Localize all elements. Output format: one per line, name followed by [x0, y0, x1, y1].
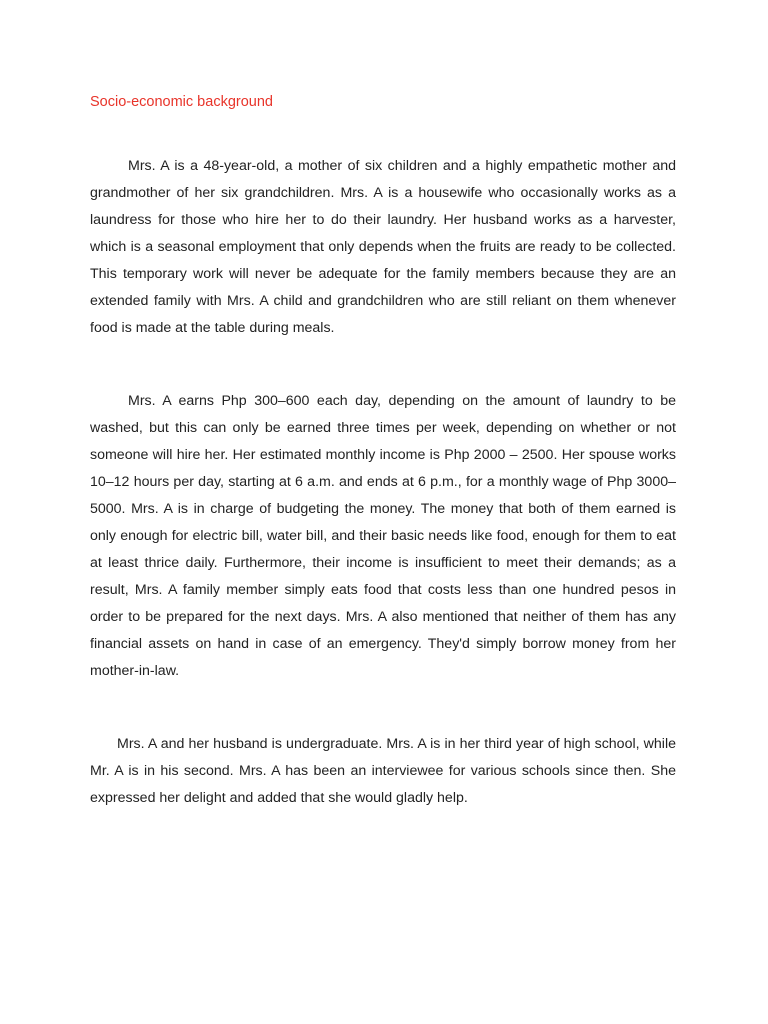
paragraph-education: Mrs. A and her husband is undergraduate. Mrs. A is in her third year of high school, while Mr. A is in his second. Mrs. A has been an interviewee for various schools since then. She expressed her delight and added that she would gladly help. [90, 736, 676, 806]
section-heading: Socio-economic background [90, 94, 273, 110]
paragraph-income: Mrs. A earns Php 300–600 each day, depending on the amount of laundry to be washed, but this can only be earned three times per week, depending on whether or not someone will hire her. Her estimated monthly income is Php 2000 – 2500. Her spouse works 10–12 hours per day, starting at 6 a.m. and ends at 6 p.m., for a monthly wage of Php 3000–5000. Mrs. A is in charge of budgeting the money. The money that both of them earned is only enough for electric bill, water bill, and their basic needs like food, enough for them to eat at least thrice daily. Furthermore, their income is insufficient to meet their demands; as a result, Mrs. A family member simply eats food that costs less than one hundred pesos in order to be prepared for the next days. Mrs. A also mentioned that neither of them has any financial assets on hand in case of an emergency. They'd simply borrow money from her mother-in-law. [90, 393, 676, 679]
paragraph-family-background: Mrs. A is a 48-year-old, a mother of six children and a highly empathetic mother and grandmother of her six grandchildren. Mrs. A is a housewife who occasionally works as a laundress for those who hire her to do their laundry. Her husband works as a harvester, which is a seasonal employment that only depends when the fruits are ready to be collected. This temporary work will never be adequate for the family members because they are an extended family with Mrs. A child and grandchildren who are still reliant on them whenever food is made at the table during meals. [90, 158, 676, 336]
